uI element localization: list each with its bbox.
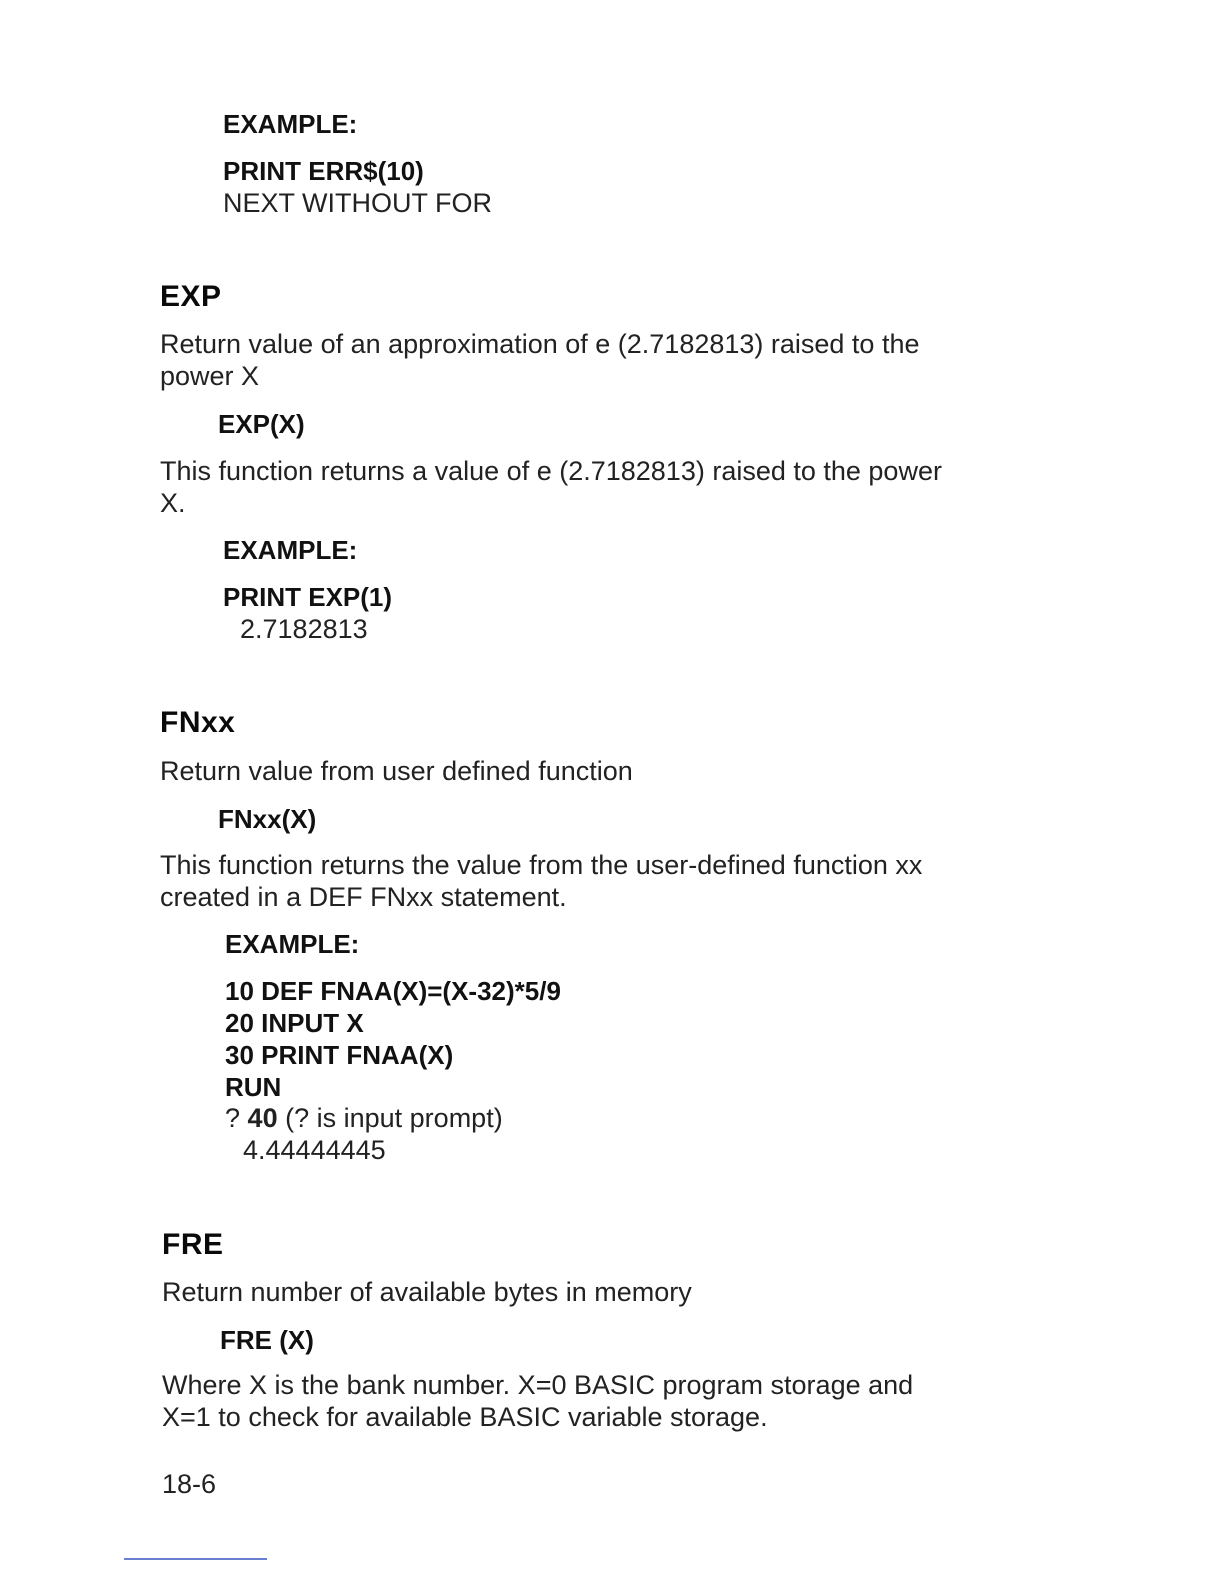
section-heading-exp: EXP	[160, 280, 222, 313]
example-code: PRINT ERR$(10)	[223, 156, 424, 186]
fnxx-description-line-2: created in a DEF FNxx statement.	[160, 882, 567, 912]
input-prompt-line	[225, 1102, 503, 1134]
section-heading-fnxx: FNxx	[160, 706, 236, 739]
prompt-note: (? is input prompt)	[285, 1103, 503, 1133]
fnxx-example-output: 4.44444445	[243, 1135, 386, 1165]
code-line: 10 DEF FNAA(X)=(X-32)*5/9	[225, 976, 561, 1006]
exp-example-code: PRINT EXP(1)	[223, 582, 393, 612]
code-line: 30 PRINT FNAA(X)	[225, 1040, 454, 1070]
exp-description-line-2: X.	[160, 488, 186, 518]
exp-summary-line-1: Return value of an approximation of e (2.7182813) raised to the	[160, 329, 920, 359]
fnxx-description-line-1: This function returns the value from the user-defined function xx	[160, 850, 923, 880]
code-line: RUN	[225, 1072, 282, 1102]
code-line: 20 INPUT X	[225, 1008, 364, 1038]
fre-description-line-1: Where X is the bank number. X=0 BASIC program storage and	[162, 1370, 914, 1400]
fre-summary: Return number of available bytes in memory	[162, 1277, 692, 1307]
example-output: NEXT WITHOUT FOR	[223, 188, 492, 218]
footer-divider	[124, 1558, 267, 1560]
exp-example-output: 2.7182813	[240, 614, 368, 644]
page-number: 18-6	[162, 1469, 217, 1499]
fnxx-example-label: EXAMPLE:	[225, 929, 360, 959]
exp-example-label: EXAMPLE:	[223, 535, 358, 565]
fre-syntax: FRE (X)	[220, 1325, 314, 1355]
fre-description-line-2: X=1 to check for available BASIC variable storage.	[162, 1402, 768, 1432]
exp-syntax: EXP(X)	[218, 409, 305, 439]
exp-description-line-1: This function returns a value of e (2.7182813) raised to the power	[160, 456, 942, 486]
prompt-symbol: ?	[225, 1103, 241, 1133]
example-label: EXAMPLE:	[223, 109, 358, 139]
prompt-input: 40	[247, 1103, 278, 1133]
exp-summary-line-2: power X	[160, 361, 260, 391]
fnxx-summary: Return value from user defined function	[160, 756, 633, 786]
fnxx-syntax: FNxx(X)	[218, 804, 317, 834]
section-heading-fre: FRE	[162, 1228, 224, 1261]
